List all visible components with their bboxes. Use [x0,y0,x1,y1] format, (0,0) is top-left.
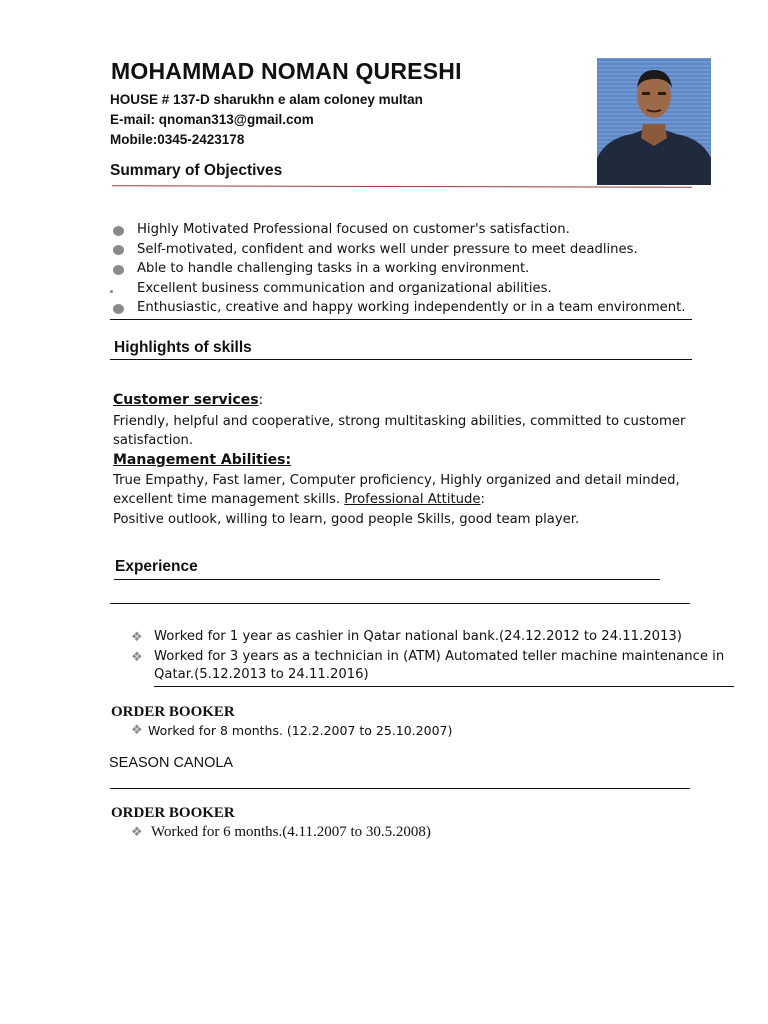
bullet-icon [113,245,124,255]
bullet-icon [110,290,113,293]
job-title: ORDER BOOKER [111,704,235,720]
company-divider [110,788,690,789]
diamond-bullet-icon: ❖ [131,630,143,645]
diamond-bullet-icon: ❖ [131,825,143,840]
experience-item-continued: Qatar.(5.12.2013 to 24.11.2016) [154,667,369,682]
experience-heading: Experience [115,558,198,575]
address: HOUSE # 137-D sharukhn e alam coloney multan [110,92,423,107]
customer-services-title: Customer services [113,392,259,408]
experience-divider [114,579,660,580]
summary-heading: Summary of Objectives [110,162,283,179]
job-detail: Worked for 6 months.(4.11.2007 to 30.5.2008) [151,824,431,840]
objective-item: Highly Motivated Professional focused on customer's satisfaction. [137,222,570,237]
profile-photo [597,58,711,185]
diamond-bullet-icon: ❖ [131,723,143,738]
objective-item: Enthusiastic, creative and happy working independently or in a team environment. [137,300,686,315]
job-detail: Worked for 8 months. (12.2.2007 to 25.10.2007) [148,723,453,738]
bullet-icon [113,265,124,275]
customer-services-text-2: satisfaction. [113,433,194,448]
customer-services-colon: : [258,392,264,408]
objective-item: Excellent business communication and organizational abilities. [137,281,552,296]
skills-divider [110,359,692,360]
mobile: Mobile:0345-2423178 [110,132,245,147]
bullet-icon [113,304,124,314]
management-text-2a: excellent time management skills. [113,492,345,507]
experience-item: Worked for 1 year as cashier in Qatar national bank.(24.12.2012 to 24.11.2013) [154,629,682,644]
summary-bottom-divider [110,319,692,320]
professional-attitude-title: Professional Attitude [344,492,481,507]
customer-services-text-1: Friendly, helpful and cooperative, strong multitasking abilities, committed to customer [113,414,686,429]
person-portrait-icon [597,58,711,185]
management-text-2 [113,490,485,510]
skills-heading: Highlights of skills [114,339,252,356]
professional-attitude-colon: : [480,492,485,507]
professional-attitude-text: Positive outlook, willing to learn, good people Skills, good team player. [113,512,580,527]
experience-item-divider [154,686,734,687]
company-name: SEASON CANOLA [109,755,234,771]
management-abilities-title: Management Abilities: [113,452,292,468]
experience-item: Worked for 3 years as a technician in (ATM) Automated teller machine maintenance in [154,649,725,664]
bullet-icon [113,226,124,236]
diamond-bullet-icon: ❖ [131,650,143,665]
experience-divider-2 [110,603,690,604]
management-text-1: True Empathy, Fast lamer, Computer proficiency, Highly organized and detail minded, [113,473,680,488]
email: E-mail: qnoman313@gmail.com [110,112,314,127]
customer-services-label [113,391,673,411]
job-title: ORDER BOOKER [111,805,235,821]
objective-item: Able to handle challenging tasks in a working environment. [137,261,530,276]
objective-item: Self-motivated, confident and works well under pressure to meet deadlines. [137,242,638,257]
candidate-name: MOHAMMAD NOMAN QURESHI [111,58,462,84]
summary-divider [112,185,692,188]
